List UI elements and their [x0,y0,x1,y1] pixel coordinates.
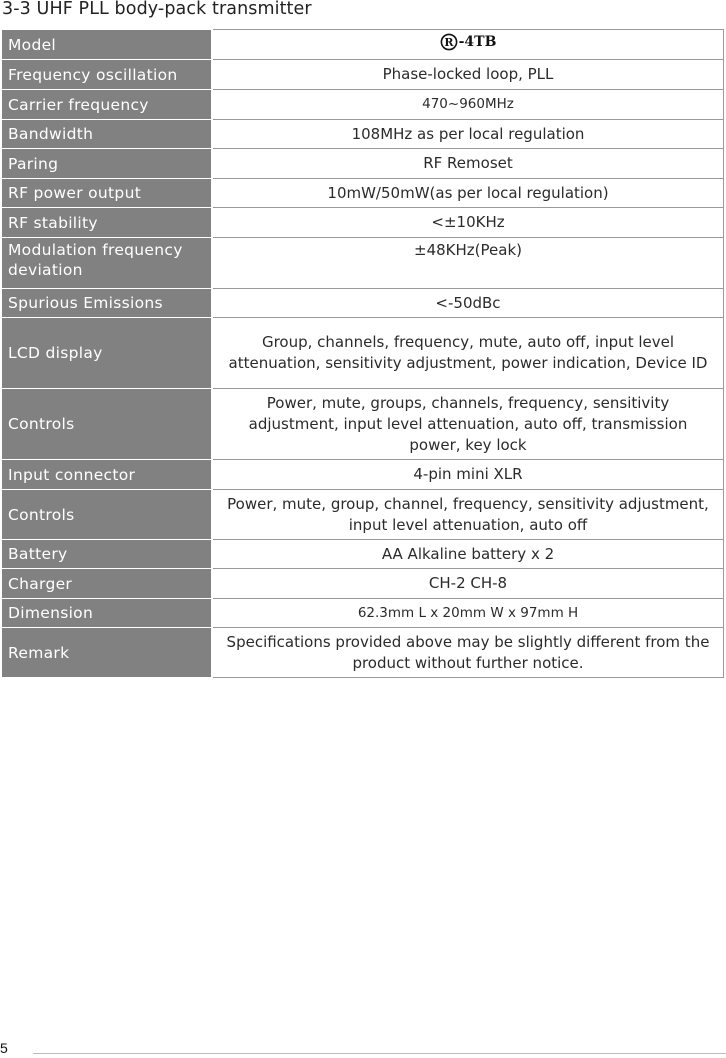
spec-label-model: Model [2,30,212,60]
spec-value: 470~960MHz [212,90,724,120]
table-row [2,318,724,389]
spec-label: Bandwidth [2,120,212,149]
table-row [2,289,724,318]
model-logo [440,32,497,53]
spec-label: RF stability [2,208,212,238]
page-title: 3-3 UHF PLL body-pack transmitter [2,0,312,19]
spec-value: RF Remoset [212,149,724,179]
spec-value: Power, mute, group, channel, frequency, sensitivity adjustment, input level attenuation, auto off [212,490,724,540]
table-row [2,238,724,289]
spec-table [2,29,724,678]
spec-label: Spurious Emissions [2,289,212,318]
spec-value: <±10KHz [212,208,724,238]
table-row [2,120,724,149]
spec-label: LCD display [2,318,212,389]
spec-value: 4-pin mini XLR [212,460,724,490]
model-logo-text: -4TB [458,33,497,50]
table-row [2,569,724,599]
table-row [2,30,724,60]
spec-value: AA Alkaline battery x 2 [212,540,724,569]
svg-text:R: R [444,36,454,50]
spec-label: Dimension [2,599,212,628]
table-row [2,460,724,490]
spec-value: Power, mute, groups, channels, frequency, sensitivity adjustment, input level attenuation, auto off, transmission power, key lock [212,389,724,460]
spec-label: Controls [2,490,212,540]
spec-value: Phase-locked loop, PLL [212,60,724,90]
table-row [2,90,724,120]
registered-r-logo-icon [440,33,458,51]
spec-value: Group, channels, frequency, mute, auto off, input level attenuation, sensitivity adjustment, power indication, Device ID [212,318,724,389]
spec-label: Charger [2,569,212,599]
spec-value: 108MHz as per local regulation [212,120,724,149]
spec-label: Controls [2,389,212,460]
spec-value: 10mW/50mW(as per local regulation) [212,179,724,208]
table-row [2,60,724,90]
table-row [2,149,724,179]
table-row [2,389,724,460]
table-row [2,540,724,569]
page-number: 5 [0,1040,8,1056]
table-row [2,628,724,678]
spec-value: <-50dBc [212,289,724,318]
spec-value: Specifications provided above may be slightly different from the product without further notice. [212,628,724,678]
spec-label: Battery [2,540,212,569]
spec-label: Remark [2,628,212,678]
spec-label: Modulation frequency deviation [2,238,212,289]
spec-label: Frequency oscillation [2,60,212,90]
table-row [2,179,724,208]
spec-label: Paring [2,149,212,179]
spec-label: Input connector [2,460,212,490]
footer-divider [33,1053,726,1054]
spec-value: CH-2 CH-8 [212,569,724,599]
spec-value-model [212,30,724,60]
spec-label: RF power output [2,179,212,208]
spec-value: ±48KHz(Peak) [212,238,724,289]
spec-value: 62.3mm L x 20mm W x 97mm H [212,599,724,628]
table-row [2,599,724,628]
spec-label: Carrier frequency [2,90,212,120]
table-row [2,208,724,238]
table-row [2,490,724,540]
